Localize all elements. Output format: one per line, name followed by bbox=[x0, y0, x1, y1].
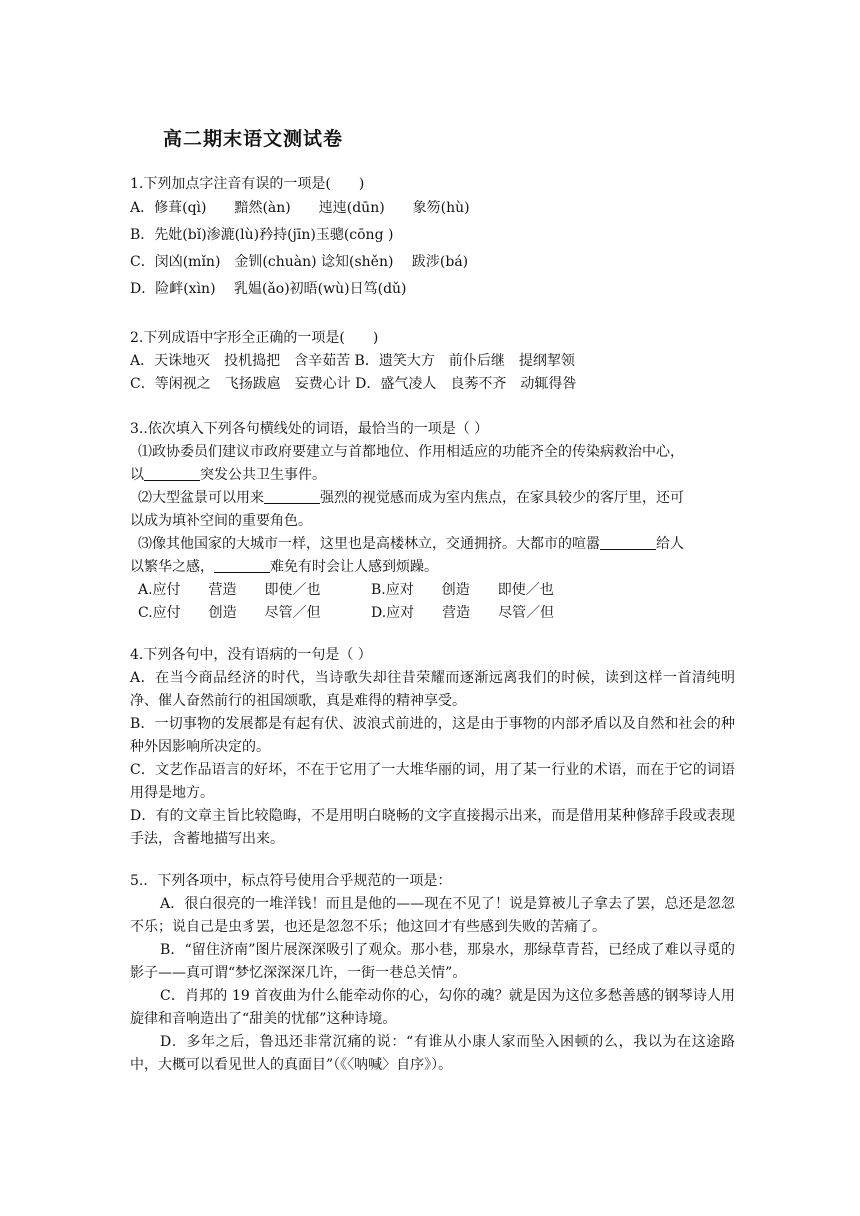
text-fragment: ⑵大型盆景可以用来 bbox=[138, 490, 264, 506]
question-3-sentence-2-line-1 bbox=[130, 487, 735, 510]
question-1-option-c: C．闵凶(mǐn) 金钏(chuàn) 谂知(shěn) 跋涉(bá) bbox=[130, 254, 469, 270]
text-fragment: 给人 bbox=[656, 536, 684, 552]
text-fragment: ⑶像其他国家的大城市一样，这里也是高楼林立，交通拥挤。大都市的喧嚣 bbox=[138, 536, 600, 552]
fill-blank bbox=[214, 558, 270, 573]
question-4-option-d: D．有的文章主旨比较隐晦，不是用明白晓畅的文字直接揭示出来，而是借用某种修辞手段或表现手法，含蓄地描写出来。 bbox=[130, 808, 735, 847]
question-3-option-b: B.应对 创造 即使／也 bbox=[371, 582, 554, 598]
question-1-option-b: B．先妣(bǐ)渗漉(lù)矜持(jīn)玉骢(cōng ) bbox=[130, 227, 394, 243]
fill-blank bbox=[144, 466, 200, 481]
text-fragment: 突发公共卫生事件。 bbox=[200, 467, 326, 483]
question-1-stem: 1.下列加点字注音有误的一项是( ) bbox=[130, 176, 365, 192]
question-4-option-a: A．在当今商品经济的时代，当诗歌失却往昔荣耀而逐渐远离我们的时候，读到这样一首清纯明净、催人奋然前行的祖国颂歌，真是难得的精神享受。 bbox=[130, 670, 735, 709]
text-fragment: 强烈的视觉感而成为室内焦点，在家具较少的客厅里，还可 bbox=[320, 490, 684, 506]
question-5-option-a: A．很白很亮的一堆洋钱！而且是他的——现在不见了！说是算被儿子拿去了罢，总还是忽忽不乐；说自己是虫豸罢，也还是忽忽不乐；他这回才有些感到失败的苦痛了。 bbox=[130, 896, 735, 935]
question-3-sentence-2-line-2: 以成为填补空间的重要角色。 bbox=[130, 513, 312, 529]
question-5-stem: 5.．下列各项中，标点符号使用合乎规范的一项是： bbox=[130, 873, 452, 889]
question-4-stem: 4.下列各句中，没有语病的一句是（ ） bbox=[130, 647, 372, 663]
question-3-sentence-1-line-2 bbox=[130, 464, 735, 487]
question-3-sentence-3-line-1 bbox=[130, 533, 735, 556]
question-3-stem: 3..依次填入下列各句横线处的词语，最恰当的一项是（ ） bbox=[130, 421, 489, 437]
question-1-option-a: A．修葺(qì) 黯然(àn) 迍迍(dūn) 象笏(hù) bbox=[130, 200, 470, 216]
question-3-options-row-2 bbox=[130, 602, 735, 625]
question-3-options-row-1 bbox=[130, 579, 735, 602]
question-5 bbox=[130, 870, 735, 1077]
question-4-option-c: C．文艺作品语言的好坏，不在于它用了一大堆华丽的词，用了某一行业的术语，而在于它的词语用得是地方。 bbox=[130, 762, 735, 801]
question-5-option-b: B．“留住济南”图片展深深吸引了观众。那小巷，那泉水，那绿草青苔，已经成了难以寻觅的影子——真可谓“梦忆深深深几许，一街一巷总关情”。 bbox=[130, 942, 735, 981]
question-1-option-d: D．险衅(xìn) 乳媪(ǎo)初晤(wù)日笃(dǔ) bbox=[130, 281, 407, 297]
text-fragment: 以繁华之感， bbox=[130, 559, 214, 575]
question-4-option-b: B．一切事物的发展都是有起有伏、波浪式前进的，这是由于事物的内部矛盾以及自然和社会的种种外因影响所决定的。 bbox=[130, 716, 735, 755]
question-2 bbox=[130, 327, 735, 396]
fill-blank bbox=[264, 489, 320, 504]
question-5-option-c: C．肖邦的 19 首夜曲为什么能牵动你的心，勾你的魂？就是因为这位多愁善感的钢琴诗人用旋律和音响造出了“甜美的忧郁”这种诗境。 bbox=[130, 988, 735, 1027]
page-title: 高二期末语文测试卷 bbox=[163, 128, 344, 150]
question-3-option-d: D.应对 营造 尽管／但 bbox=[371, 605, 555, 621]
question-3-sentence-1-line-1: ⑴政协委员们建议市政府要建立与首都地位、作用相适应的功能齐全的传染病救治中心， bbox=[138, 444, 684, 460]
question-3 bbox=[130, 418, 735, 625]
text-fragment: 以 bbox=[130, 467, 144, 483]
fill-blank bbox=[600, 535, 656, 550]
question-2-options-row-1: A．天诛地灭 投机捣把 含辛茹苦 B．遗笑大方 前仆后继 提纲挈领 bbox=[130, 353, 575, 369]
question-5-option-d: D．多年之后，鲁迅还非常沉痛的说：“有谁从小康人家而坠入困顿的么，我以为在这途路中，大概可以看见世人的真面目”（《〈呐喊〉自序》）。 bbox=[130, 1034, 735, 1073]
question-4 bbox=[130, 644, 735, 851]
text-fragment: 难免有时会让人感到烦躁。 bbox=[270, 559, 438, 575]
question-1 bbox=[130, 173, 735, 301]
question-3-option-a: A.应付 营造 即使／也 bbox=[138, 582, 321, 598]
question-2-options-row-2: C．等闲视之 飞扬跋扈 妄费心计 D．盛气凌人 良莠不齐 动辄得咎 bbox=[130, 376, 577, 392]
question-3-option-c: C.应付 创造 尽管／但 bbox=[138, 605, 321, 621]
question-3-sentence-3-line-2 bbox=[130, 556, 735, 579]
question-2-stem: 2.下列成语中字形全正确的一项是( ) bbox=[130, 330, 379, 346]
